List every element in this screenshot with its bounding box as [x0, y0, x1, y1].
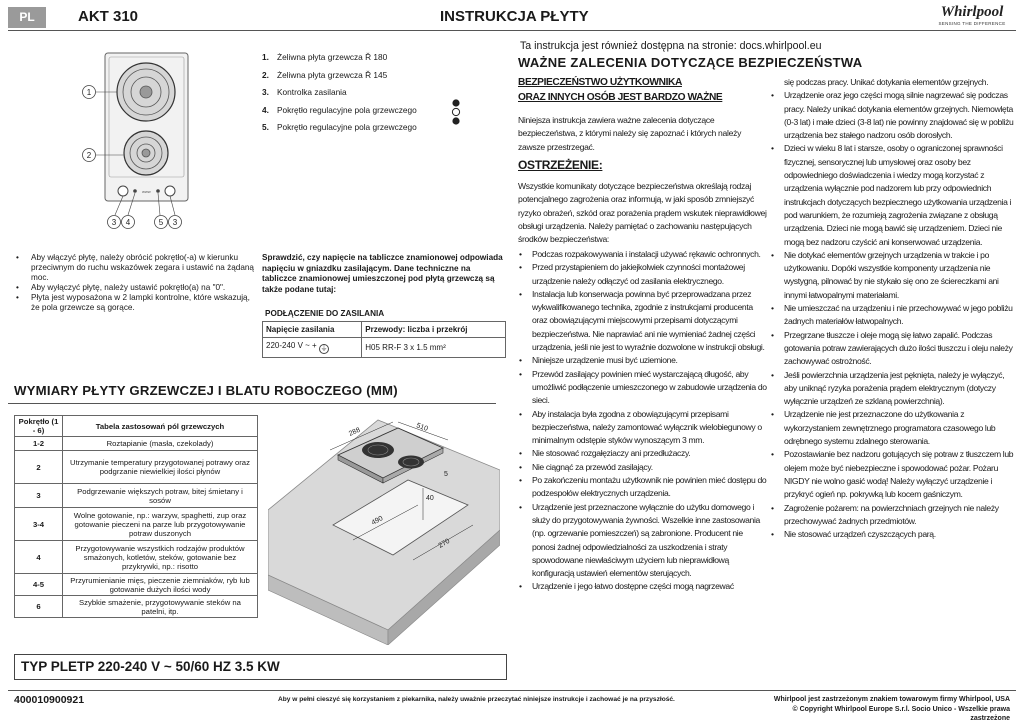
list-item: • Po zakończeniu montażu użytkownik nie powinien mieć dostępu do podzespołów elektrycznych urządzenia.: [518, 474, 768, 501]
list-item: • Niniejsze urządzenie musi być uziemione.: [518, 354, 768, 367]
table-row: [15, 451, 258, 484]
brand-tagline: SENSING THE DIFFERENCE: [938, 21, 1006, 26]
table-cell: Podgrzewanie większych potraw, bitej śmietany i sosów: [63, 484, 258, 508]
table-row: [263, 322, 506, 338]
list-item: • Urządzenie i jego łatwo dostępne części mogą nagrzewać: [518, 580, 768, 593]
heading-line: BEZPIECZEŃSTWO UŻYTKOWNIKA: [518, 77, 682, 88]
parts-label: Żeliwna płyta grzewcza Ř 180: [277, 52, 388, 62]
hob-diagram: [80, 50, 192, 235]
parts-label: Pokrętło regulacyjne pola grzewczego: [277, 122, 417, 132]
dim-label: 270: [437, 537, 452, 550]
brand-name: Whirlpool: [940, 4, 1004, 20]
table-row: [15, 596, 258, 618]
footer-note: Aby w pełni cieszyć się korzystaniem z piekarnika, należy uważnie przeczytać niniejsze instrukcje i zachować je na przyszłość.: [278, 696, 675, 703]
footer-divider: [8, 690, 1016, 691]
table-cell: 1-2: [15, 437, 63, 451]
callout-2: 2: [86, 151, 92, 160]
parts-num: 4.: [262, 104, 269, 115]
safety-list-left: [518, 248, 768, 594]
voltage-value: 220-240 V ~ +: [266, 341, 317, 350]
heading-line: ORAZ INNYCH OSÓB JEST BARDZO WAŻNE: [518, 91, 723, 103]
table-cell: H05 RR-F 3 x 1.5 mm²: [362, 338, 506, 358]
list-item: • Aby instalacja była zgodna z obowiązującymi przepisami bezpieczeństwa, należy zamontować wyłącznik wielobiegunowy o minimalnym odstępie styków wynoszącym 3 mm.: [518, 408, 768, 448]
parts-num: 2.: [262, 69, 269, 80]
ground-icon: ⏚: [320, 345, 328, 352]
list-item: • Urządzenie nie jest przeznaczone do użytkowania z wykorzystaniem zewnętrznego programatora czasowego lub odrębnego systemu zdalnego sterowania.: [770, 408, 1016, 448]
list-item: • Przed przystąpieniem do jakiejkolwiek czynności montażowej urządzenie należy odłączyć od zasilania elektrycznego.: [518, 261, 768, 288]
warning-heading: OSTRZEŻENIE:: [518, 158, 603, 172]
parts-item: [262, 87, 462, 105]
model-name: AKT 310: [78, 8, 139, 25]
list-item: • Przewód zasilający powinien mieć wystarczającą długość, aby umożliwić podłączenie umieszczonego w zabudowie urządzenia do sieci.: [518, 368, 768, 408]
header-divider: [8, 30, 1016, 31]
intro-text: Niniejsza instrukcja zawiera ważne zalecenia dotyczące bezpieczeństwa, z którymi należy się zapoznać i których należy zawsze przestrzegać.: [518, 115, 742, 152]
table-row: [263, 338, 506, 358]
table-cell: 4-5: [15, 574, 63, 596]
table-row: [15, 437, 258, 451]
continuation-text: się podczas pracy. Unikać dotykania elementów grzejnych.: [784, 77, 989, 87]
table-header: Pokrętło (1 - 6): [15, 416, 63, 437]
knob-position-icon: [450, 97, 462, 127]
supply-table: [262, 321, 506, 358]
list-item: • Aby wyłączyć płytę, należy ustawić pokrętło(a) na "0".: [14, 283, 254, 293]
table-header: Tabela zastosowań pól grzewczych: [63, 416, 258, 437]
dimensions-title: WYMIARY PŁYTY GRZEWCZEJ I BLATU ROBOCZEGO (MM): [14, 383, 398, 398]
table-cell: Wolne gotowanie, np.: warzyw, spaghetti, zup oraz gotowanie pieczeni na parze lub przygotowywanie potraw duszonych: [63, 508, 258, 541]
list-item: • Instalacja lub konserwacja powinna być przeprowadzana przez wykwalifikowanego technika, zgodnie z instrukcjami producenta oraz obowiązującymi miejscowymi przepisami dotyczącymi bezpieczeństwa. Nie naprawiać ani nie wymieniać żadnej części urządzenia, jeśli nie jest to wyraźnie dozwolone w instrukcji obsługi.: [518, 288, 768, 354]
list-item: • Podczas rozpakowywania i instalacji używać rękawic ochronnych.: [518, 248, 768, 261]
list-item: • Pozostawianie bez nadzoru gotujących się potraw z tłuszczem lub olejem może być niebezpieczne i spowodować pożar. Pożaru NIGDY nie wolno gasić wodą! Należy wyłączyć urządzenie i przykryć ogień np. pokrywką lub kocem gaśniczym.: [770, 448, 1016, 501]
parts-num: 1.: [262, 52, 269, 62]
safety-bullets: [770, 89, 1016, 541]
table-cell: Przyrumienianie mięs, pieczenie ziemniaków, ryb lub gotowanie dużych ilości wody: [63, 574, 258, 596]
callout-4: 4: [125, 218, 131, 227]
language-badge: PL: [8, 7, 46, 28]
table-cell: Przygotowywanie wszystkich rodzajów produktów smażonych, kotletów, steków, gotowanie bez przykrywki, np.: risotto: [63, 541, 258, 574]
list-item: • Urządzenie jest przeznaczone wyłącznie do użytku domowego i służy do przygotowywania żywności. Wszelkie inne zastosowania (np. ogrzewanie pomieszczeń) są zabronione. Producent nie ponosi żadnej odpowiedzialności za uszkodzenia i straty spowodowane niewłaściwym użyciem lub nieprawidłową konfiguracją ustawień elementów sterujących.: [518, 501, 768, 581]
dim-label: 5: [444, 471, 448, 478]
callout-3b: 3: [172, 218, 178, 227]
table-cell: 2: [15, 451, 63, 484]
table-cell: 3-4: [15, 508, 63, 541]
table-cell: 3: [15, 484, 63, 508]
list-item: • Płyta jest wyposażona w 2 lampki kontrolne, które wskazują, że pola grzewcze są gorące.: [14, 293, 254, 313]
parts-label: Żeliwna płyta grzewcza Ř 145: [277, 69, 388, 80]
whirlpool-logo: [926, 3, 1018, 33]
parts-num: 3.: [262, 87, 269, 97]
list-item: • Aby włączyć płytę, należy obrócić pokrętło(-a) w kierunku przeciwnym do ruchu wskazówek zegara i ustawić na żądaną moc.: [14, 253, 254, 283]
callout-1: 1: [86, 88, 92, 97]
list-item: • Jeśli powierzchnia urządzenia jest pęknięta, należy je wyłączyć, aby uniknąć ryzyka porażenia prądem elektrycznym (dotyczy wyłącznie urządzeń ze szklaną powierzchnią).: [770, 369, 1016, 409]
online-availability-note: Ta instrukcja jest również dostępna na stronie: docs.whirlpool.eu: [520, 40, 822, 52]
table-cell: Roztapianie (masła, czekolady): [63, 437, 258, 451]
safety-title: WAŻNE ZALECENIA DOTYCZĄCE BEZPIECZEŃSTWA: [518, 55, 863, 70]
warning-text: Wszystkie komunikaty dotyczące bezpieczeństwa określają rodzaj potencjalnego zagrożenia oraz informują, w jaki sposób zmniejszyć ryzyko obrażeń, szkód oraz porażenia prądem wskutek nieprawidłowej obsługi urządzenia. Należy pamiętać o zachowaniu następujących środków bezpieczeństwa:: [518, 181, 767, 245]
list-item: • Nie stosować urządzeń czyszczących parą.: [770, 528, 1016, 541]
parts-item: [262, 52, 462, 70]
list-item: • Przegrzane tłuszcze i oleje mogą się łatwo zapalić. Podczas gotowania potraw zawierających dużo ilości tłuszczu i oleju należy zachowywać ostrożność.: [770, 329, 1016, 369]
table-cell: 6: [15, 596, 63, 618]
voltage-note: Sprawdzić, czy napięcie na tabliczce znamionowej odpowiada napięciu w gniazdku zasilającym. Dane techniczne na tabliczce znamionowej umieszczonej pod płytą grzewczą są także podane tutaj:: [262, 253, 503, 294]
parts-label: Kontrolka zasilania: [277, 87, 347, 97]
dim-label: 510: [415, 422, 429, 433]
parts-item: [262, 122, 462, 140]
parts-label: Pokrętło regulacyjne pola grzewczego: [277, 104, 417, 115]
supply-title: PODŁĄCZENIE DO ZASILANIA: [265, 309, 385, 318]
document-code: 400010900921: [14, 694, 85, 706]
usage-instructions: [14, 253, 254, 313]
dim-label: 288: [347, 426, 362, 438]
list-item: • Dzieci w wieku 8 lat i starsze, osoby o ograniczonej sprawności fizycznej, sensorycznej lub umysłowej oraz osoby bez odpowiedniego doświadczenia i wiedzy mogą korzystać z urządzenia wyłącznie pod nadzorem lub przy odpowiednich instrukcjach dotyczących bezpiecznego użytkowania urządzenia i pod warunkiem, że rozumieją zagrożenia związane z obsługą urządzenia. Dzieci nie mogą bawić się urządzeniem. Dzieci nie mogą bez nadzoru czyścić ani konserwować urządzenia.: [770, 142, 1016, 248]
callout-3: 3: [111, 218, 117, 227]
document-title: INSTRUKCJA PŁYTY: [440, 8, 589, 25]
safety-list-right: [770, 76, 1016, 541]
user-safety-heading: [518, 76, 768, 105]
svg-text:www: www: [142, 189, 151, 194]
copyright-line: © Copyright Whirlpool Europe S.r.l. Socio Unico - Wszelkie prawa zastrzeżone: [792, 705, 1010, 722]
list-item: • Nie dotykać elementów grzejnych urządzenia w trakcie i po użytkowaniu. Dopóki wszystkie komponenty urządzenia nie wystygną, pilnować by nie stykało się ono ze ściereczkami ani innymi łatwopalnymi materiałami.: [770, 249, 1016, 302]
parts-num: 5.: [262, 122, 269, 132]
list-item: • Nie stosować rozgałęziaczy ani przedłużaczy.: [518, 447, 768, 460]
table-row: [15, 541, 258, 574]
table-row: [15, 416, 258, 437]
installation-dimensions-drawing: [268, 410, 500, 645]
type-rating: TYP PLETP 220-240 V ~ 50/60 HZ 3.5 KW: [14, 654, 507, 680]
list-item: • Nie umieszczać na urządzeniu i nie przechowywać w jego pobliżu żadnych materiałów łatwopalnych.: [770, 302, 1016, 329]
dim-label: 490: [370, 515, 385, 527]
table-cell: Szybkie smażenie, przygotowywanie steków na patelni, itp.: [63, 596, 258, 618]
table-header: Przewody: liczba i przekrój: [362, 322, 506, 338]
list-item: • Urządzenie oraz jego części mogą silnie nagrzewać się podczas pracy. Należy unikać dotykania elementów grzejnych. Niemowlęta (0-3 lat) i małe dzieci (3-8 lat) nie powinny znajdować się w pobliżu urządzenia bez stałego nadzoru osób dorosłych.: [770, 89, 1016, 142]
trademark-line: Whirlpool jest zastrzeżonym znakiem towarowym firmy Whirlpool, USA: [773, 696, 1010, 703]
table-header: Napięcie zasilania: [263, 322, 362, 338]
table-row: [15, 508, 258, 541]
trademark-notice: [753, 695, 1010, 723]
table-cell: 4: [15, 541, 63, 574]
table-cell: Utrzymanie temperatury przygotowanej potrawy oraz podgrzanie niewielkiej ilości płynów: [63, 451, 258, 484]
table-row: [15, 574, 258, 596]
section-divider: [8, 403, 496, 404]
table-row: [15, 484, 258, 508]
parts-item: [262, 105, 462, 123]
parts-list: [262, 52, 462, 140]
table-cell: [263, 338, 362, 358]
parts-item: [262, 70, 462, 88]
list-item: • Nie ciągnąć za przewód zasilający.: [518, 461, 768, 474]
list-item: • Zagrożenie pożarem: na powierzchniach grzejnych nie należy przechowywać żadnych przedmiotów.: [770, 502, 1016, 529]
heating-zones-table: [14, 415, 258, 618]
callout-5: 5: [158, 218, 164, 227]
dim-label: 40: [426, 495, 434, 502]
